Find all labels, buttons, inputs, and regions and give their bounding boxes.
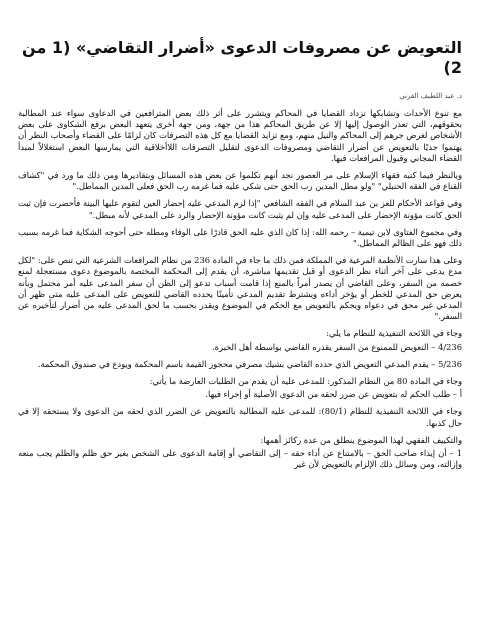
article-body bbox=[18, 108, 462, 470]
paragraph: وفي قواعد الأحكام للعز بن عبد السلام في الفقه الشافعي "إذا لزم المدعي عليه إحضار العين لتقوم عليها البينة فأحضرت فإن ثبت الحق كانت مؤونة الإحضار على المدعى عليه وإن لم يثبت كانت مؤونة الإحضار والرد على المدعي لأنه مبطل." bbox=[18, 198, 462, 220]
article-title: التعويض عن مصروفات الدعوى «أضرار التقاضي» (1 من 2) bbox=[22, 38, 462, 77]
paragraph: وعلى هذا سارت الأنظمة المرعية في المملكة فمن ذلك ما جاء في المادة 236 من نظام المرافعات الشرعية التي تنص على: "لكل مدع يدعى على آخر أثناء نظر الدعوى أو قبل تقديمها مباشرة، أن يقدم إلى المحكمة المختصة بالموضوع دعوى مستعجلة لمنع خصمه من السفر، وعلى القاضي أن يصدر أمراً بالمنع إذا قامت أسباب تدعو إلى الظن أن سفر المدعى عليه أمر محتمل وبأنه يعرض حق المدعي للخطر أو يؤخر أداءه ويشترط تقديم المدعي تأمينًا يحدده القاضي للتعويض على المدعى عليه متى ظهر أن المدعي غير محق في دعواه ويحكم بالتعويض مع الحكم في الموضوع ويقدر بحسب ما لحق المدعى عليه من أضرار لتأخيره عن السفر." bbox=[18, 255, 462, 322]
paragraph: أ – طلب الحكم له بتعويض عن ضرر لحقه من الدعوى الأصلية أو إجراء فيها. bbox=[205, 389, 462, 400]
paragraph: والتكييف الفقهي لهذا الموضوع ينطلق من عدة ركائز أهمها: bbox=[260, 434, 462, 445]
paragraph: 4/236 – التعويض للممنوع من السفر يقدره القاضي بواسطة أهل الخبرة. bbox=[212, 341, 462, 352]
paragraph: وجاء في اللائحة التنفيذية للنظام ما يلي: bbox=[326, 328, 462, 339]
author-name: د. عبد اللطيف القرني bbox=[399, 92, 462, 100]
paragraph: 1 – أن إيذاء صاحب الحق – بالامتناع عن أداء حقه – إلى التقاضي أو إقامة الدعوى على الشخص بغير حق ظلم والظلم يجب منعه وإزالته، ومن وسائل ذلك الإلزام بالتعويض لأن غير bbox=[18, 448, 462, 470]
paragraph: وبالنظر فيما كتبه فقهاء الإسلام على مر العصور نجد أنهم تكلموا عن بعض هذه المسائل وبتقاديرها ومن ذلك ما ورد في "كشاف القناع في الفقه الحنبلي" "ولو مطل المدين رب الحق حتى شكي عليه فما غرمه رب الحق فعلى المدين المماطل." bbox=[18, 170, 462, 192]
paragraph: وفي مجموع الفتاوى لابن تيمية – رحمه الله: إذا كان الذي عليه الحق قادرًا على الوفاء ومطله حتى أحوجه الشكاية فما غرمه بسبب ذلك فهو على الظالم المماطل." bbox=[18, 226, 462, 249]
paragraph: مع تنوع الأحداث وتشابكها تزداد القضايا في المحاكم ويتشرر على أثر ذلك بعض المترافعين في الدعاوى سواء عند المطالبة بحقوقهم، التي تعذر الوصول إليها إلا عن طريق المحاكم هذا من جهة، ومن جهة أخرى يتعهد البعض برفع الشكاوى على بعض الأشخاص لغرض جرهم إلى المحاكم والنيل منهم، ومع تزايد القضايا مع كل هذه التصرفات كان لزامًا على القضاء وأصحاب النظر أن يهتموا جديًا بالتعويض عن أضرار التقاضي ومصروفات الدعوى لتقليل التصرفات اللاأخلاقية التي يمارسها البعض استغلالاً لمبدأ القضاء المجاني وقبول المرافعات فيها. bbox=[18, 108, 462, 163]
paragraph: وجاء في اللائحة التنفيذية للنظام (80/1): للمدعى عليه المطالبة بالتعويض عن الضرر الذي لحقه من الدعوى ولا يستحقه إلا في حال كذبها. bbox=[18, 406, 462, 428]
paragraph: وجاء في المادة 80 من النظام المذكور: للمدعى عليه أن يقدم من الطلبات العارضة ما يأتي: bbox=[149, 376, 462, 387]
paragraph: 5/236 – يقدم المدعي التعويض الذي حدده القاضي بشيك مصرفي محجوز القيمة باسم المحكمة ويودع في صندوق المحكمة. bbox=[37, 358, 462, 369]
